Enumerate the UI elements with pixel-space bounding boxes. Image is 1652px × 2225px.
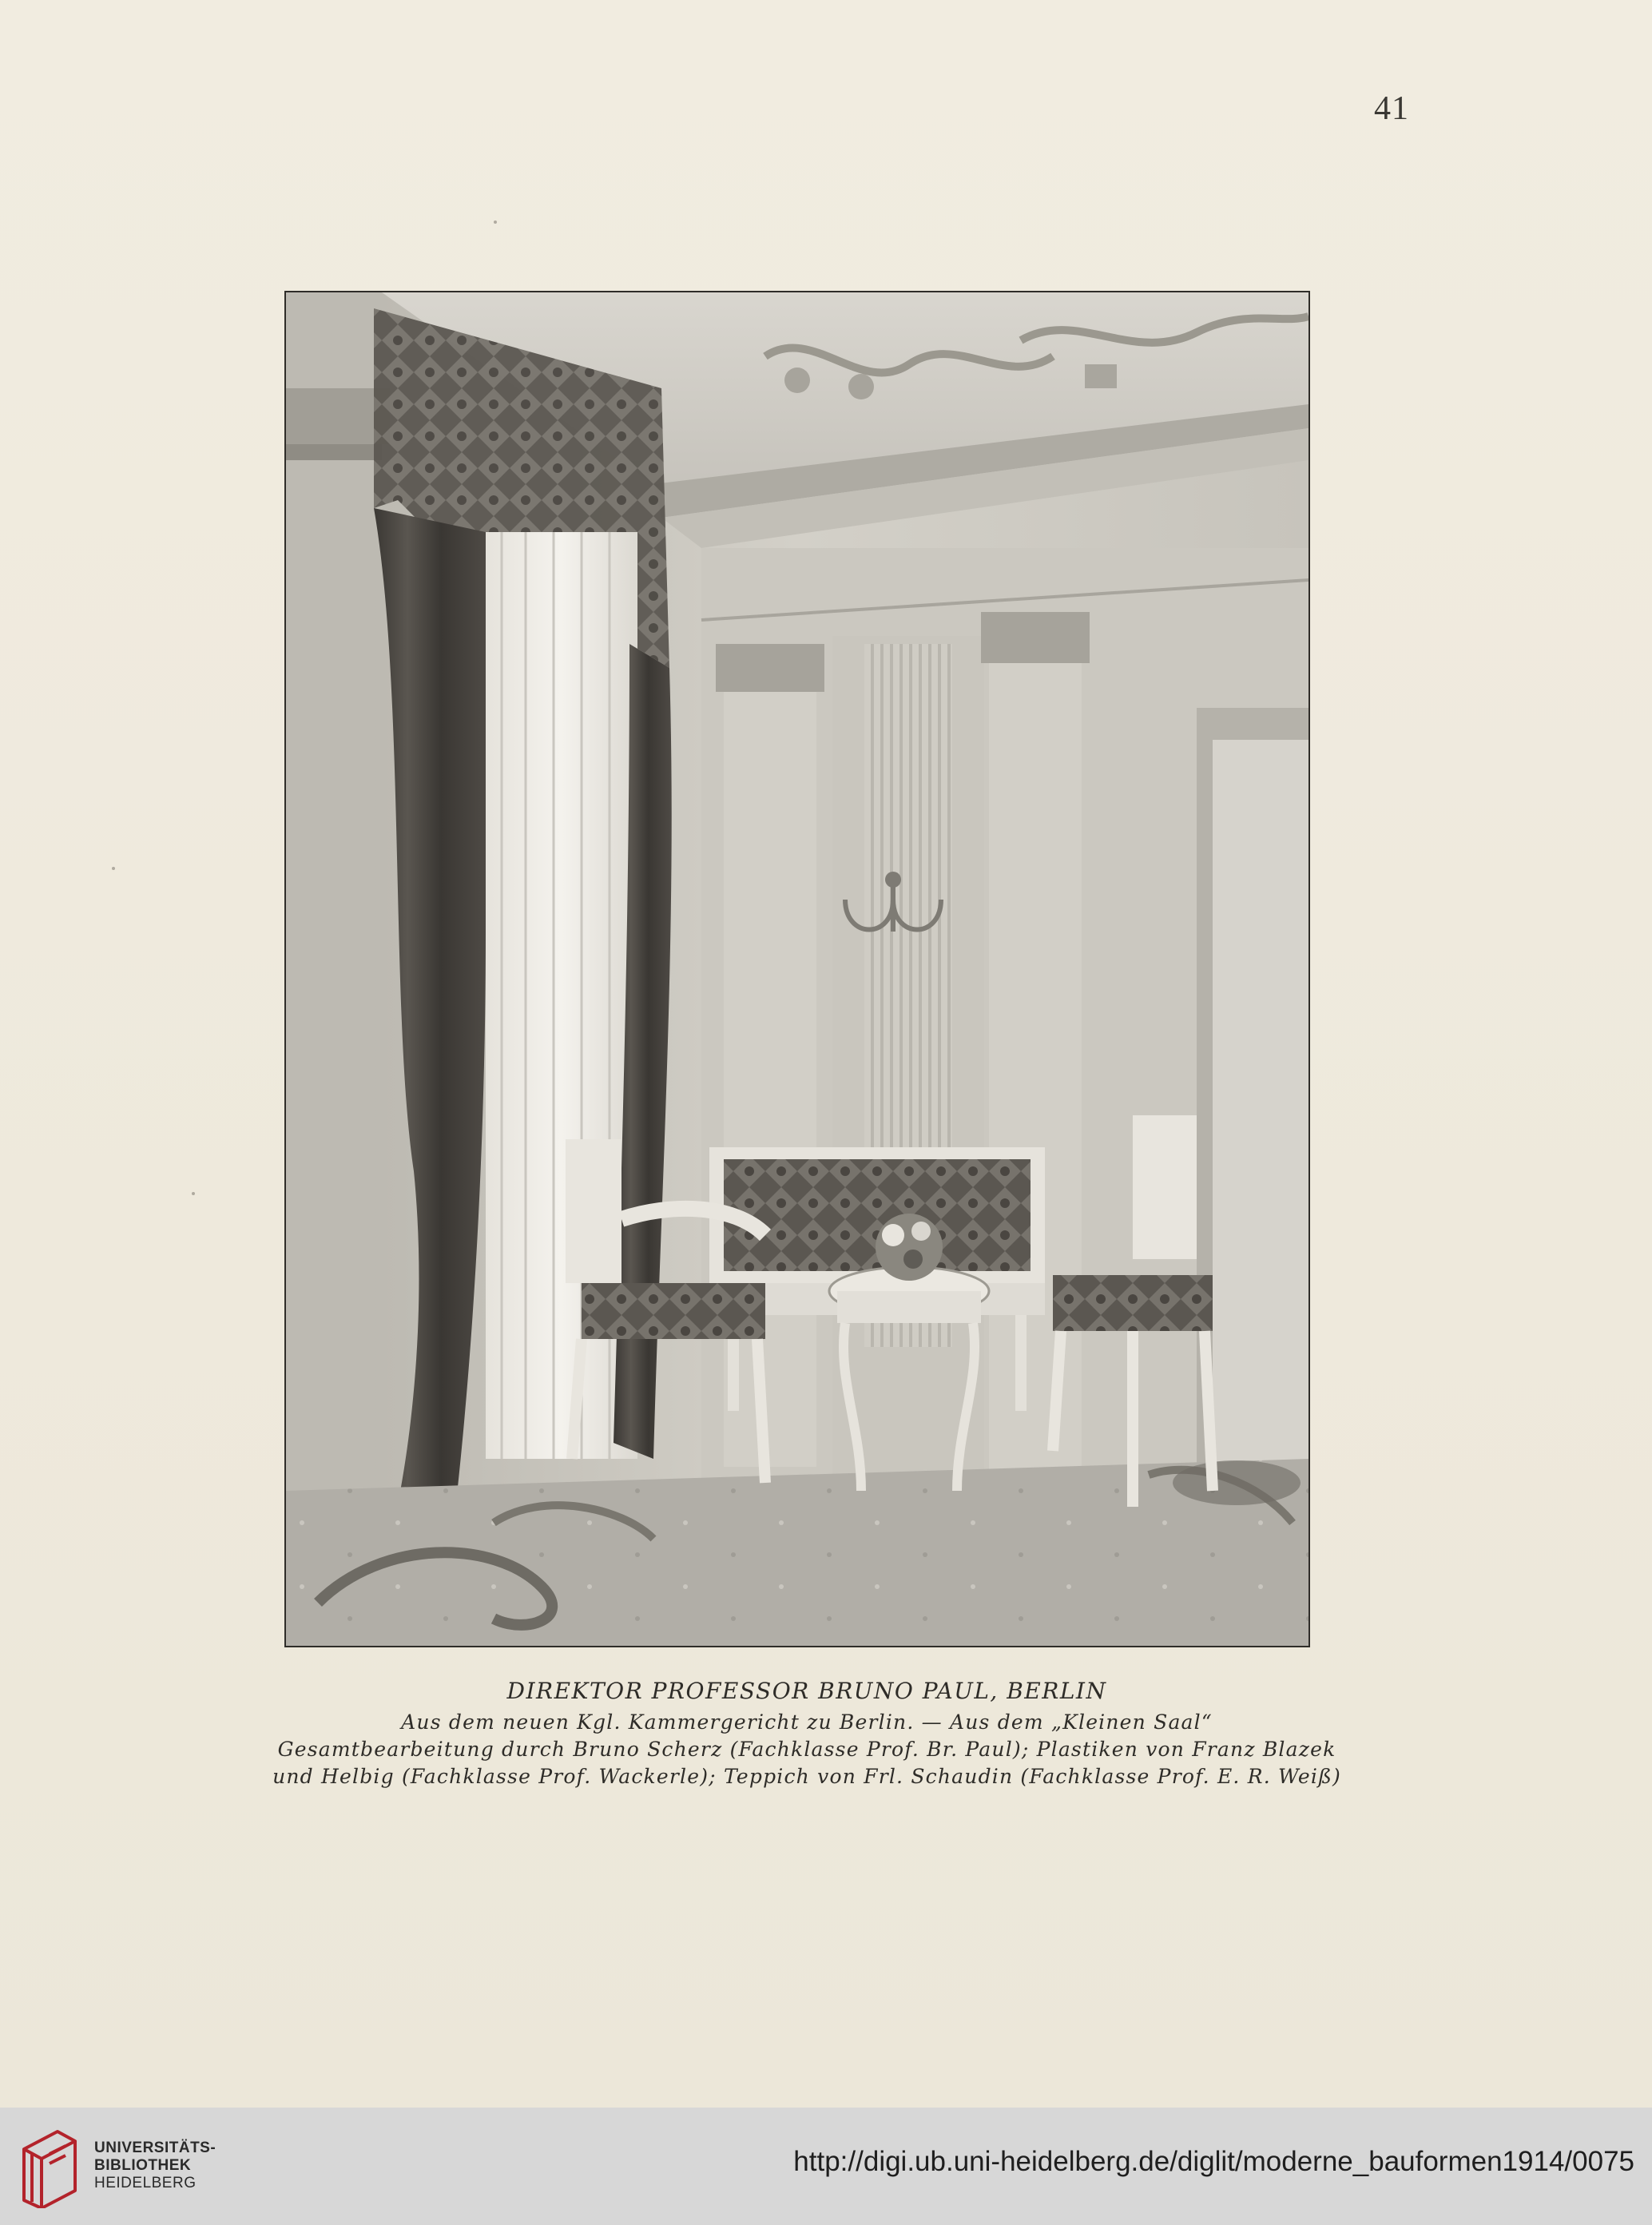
photo-caption	[272, 1678, 1342, 1790]
interior-photo-illustration	[286, 292, 1308, 1646]
caption-line: Aus dem neuen Kgl. Kammergericht zu Berlin. — Aus dem „Kleinen Saal“	[401, 1710, 1213, 1734]
caption-line: Gesamtbearbeitung durch Bruno Scherz (Fachklasse Prof. Br. Paul); Plastiken von Franz Blazek	[277, 1738, 1336, 1761]
library-name-line: BIBLIOTHEK	[94, 2157, 192, 2174]
interior-photograph	[286, 292, 1308, 1646]
library-name	[94, 2140, 216, 2192]
library-name-line: UNIVERSITÄTS-	[94, 2140, 216, 2156]
source-url-link[interactable]: http://digi.ub.uni-heidelberg.de/diglit/moderne_bauformen1914/0075	[793, 2146, 1634, 2177]
page-number: 41	[1374, 90, 1409, 127]
library-name-line: HEIDELBERG	[94, 2175, 197, 2191]
paper-speck	[192, 1192, 195, 1195]
caption-heading: DIREKTOR PROFESSOR BRUNO PAUL, BERLIN	[506, 1678, 1107, 1704]
paper-speck	[112, 867, 115, 870]
library-logo-icon	[18, 2125, 80, 2208]
paper-speck	[494, 221, 497, 224]
footer-bar	[0, 2108, 1652, 2225]
caption-line: und Helbig (Fachklasse Prof. Wackerle); Teppich von Frl. Schaudin (Fachklasse Prof. E. R. Weiß)	[272, 1765, 1341, 1788]
